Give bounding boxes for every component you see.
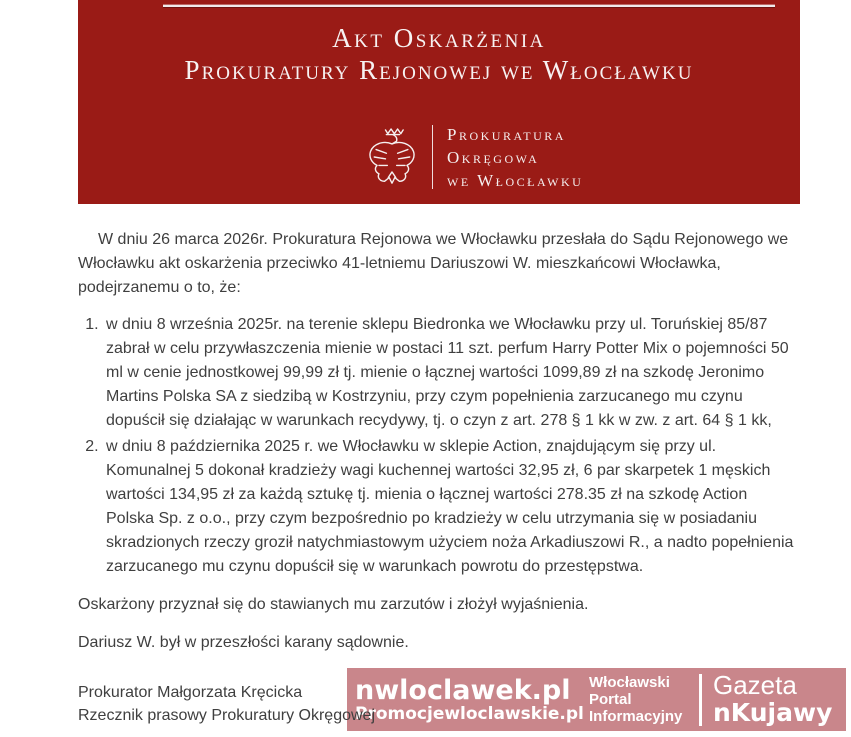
watermark-site-promocje: Promocjewloclawskie.pl bbox=[355, 703, 584, 724]
logo-text-block bbox=[447, 123, 583, 192]
document-body bbox=[78, 204, 797, 727]
intro-paragraph: W dniu 26 marca 2026r. Prokuratura Rejonowa we Włocławku przesłała do Sądu Rejonowego we Włocławku akt oskarżenia przeciwko 41-letniemu Dariuszowi W. mieszkańcowi Włocławka, podejrzanemu o to, że: bbox=[78, 231, 789, 296]
decorative-double-line bbox=[163, 5, 775, 7]
charges-list bbox=[78, 313, 797, 579]
signature-prosecutor-name: Prokurator Małgorzata Kręcicka bbox=[78, 684, 303, 701]
statement-confession: Oskarżony przyznał się do stawianych mu zarzutów i złożył wyjaśnienia. bbox=[78, 596, 589, 613]
white-eagle-icon bbox=[364, 122, 420, 192]
watermark-gazeta-line1: Gazeta bbox=[713, 669, 797, 700]
logo-divider bbox=[432, 125, 433, 189]
watermark-portal-line1: Włocławski bbox=[589, 674, 670, 691]
signature-block bbox=[78, 681, 797, 727]
logo-text-line3: we Włocławku bbox=[447, 170, 584, 190]
prosecutor-office-logo bbox=[364, 122, 583, 192]
watermark-site-nwloclawek: nwloclawek.pl bbox=[355, 674, 571, 706]
watermark-portal-line3: Informacyjny bbox=[589, 708, 683, 725]
watermark-portal-line2: Portal bbox=[589, 691, 632, 708]
signature-spokesperson-role: Rzecznik prasowy Prokuratury Okręgowej bbox=[78, 707, 375, 724]
charge-item-2: 2. w dniu 8 października 2025 r. we Włocławku w sklepie Action, znajdującym się przy ul. Komunalnej 5 dokonał kradzieży wagi kuchennej wartości 32,95 zł, 6 par skarpetek 1 męskich wartości 134,95 zł za każdą sztukę tj. mienia o łącznej wartości 278.35 zł na szkodę Action Polska Sp. z o.o., przy czym bezpośrednio po kradzieży w celu utrzymania się w posiadaniu skradzionych rzeczy groził natychmiastowym użyciem noża Arkadiuszowi R., a nadto popełnienia zarzucanego mu czynu dopuścił się w warunkach powrotu do przestępstwa. bbox=[103, 435, 797, 579]
logo-text-line2: Okręgowa bbox=[447, 147, 540, 167]
header-banner bbox=[78, 0, 800, 204]
watermark-gazeta-line2: nKujawy bbox=[713, 697, 833, 727]
statement-criminal-record: Dariusz W. był w przeszłości karany sądownie. bbox=[78, 634, 409, 651]
page-title-line1: Akt Oskarżenia bbox=[332, 23, 546, 53]
charge-item-1: 1. w dniu 8 września 2025r. na terenie sklepu Biedronka we Włocławku przy ul. Toruńskiej 85/87 zabrał w celu przywłaszczenia mienie w postaci 11 szt. perfum Harry Potter Mix o pojemności 50 ml w cenie jednostkowej 99,99 zł tj. mienie o łącznej wartości 1099,89 zł na szkodę Jeronimo Martins Polska SA z siedzibą w Kostrzyniu, przy czym popełnienia zarzucanego mu czynu dopuścił się działając w warunkach recydywy, tj. o czyn z art. 278 § 1 kk w zw. z art. 64 § 1 kk, bbox=[103, 313, 797, 433]
logo-text-line1: Prokuratura bbox=[447, 124, 566, 144]
page-title-line2: Prokuratury Rejonowej we Włocławku bbox=[184, 55, 694, 85]
